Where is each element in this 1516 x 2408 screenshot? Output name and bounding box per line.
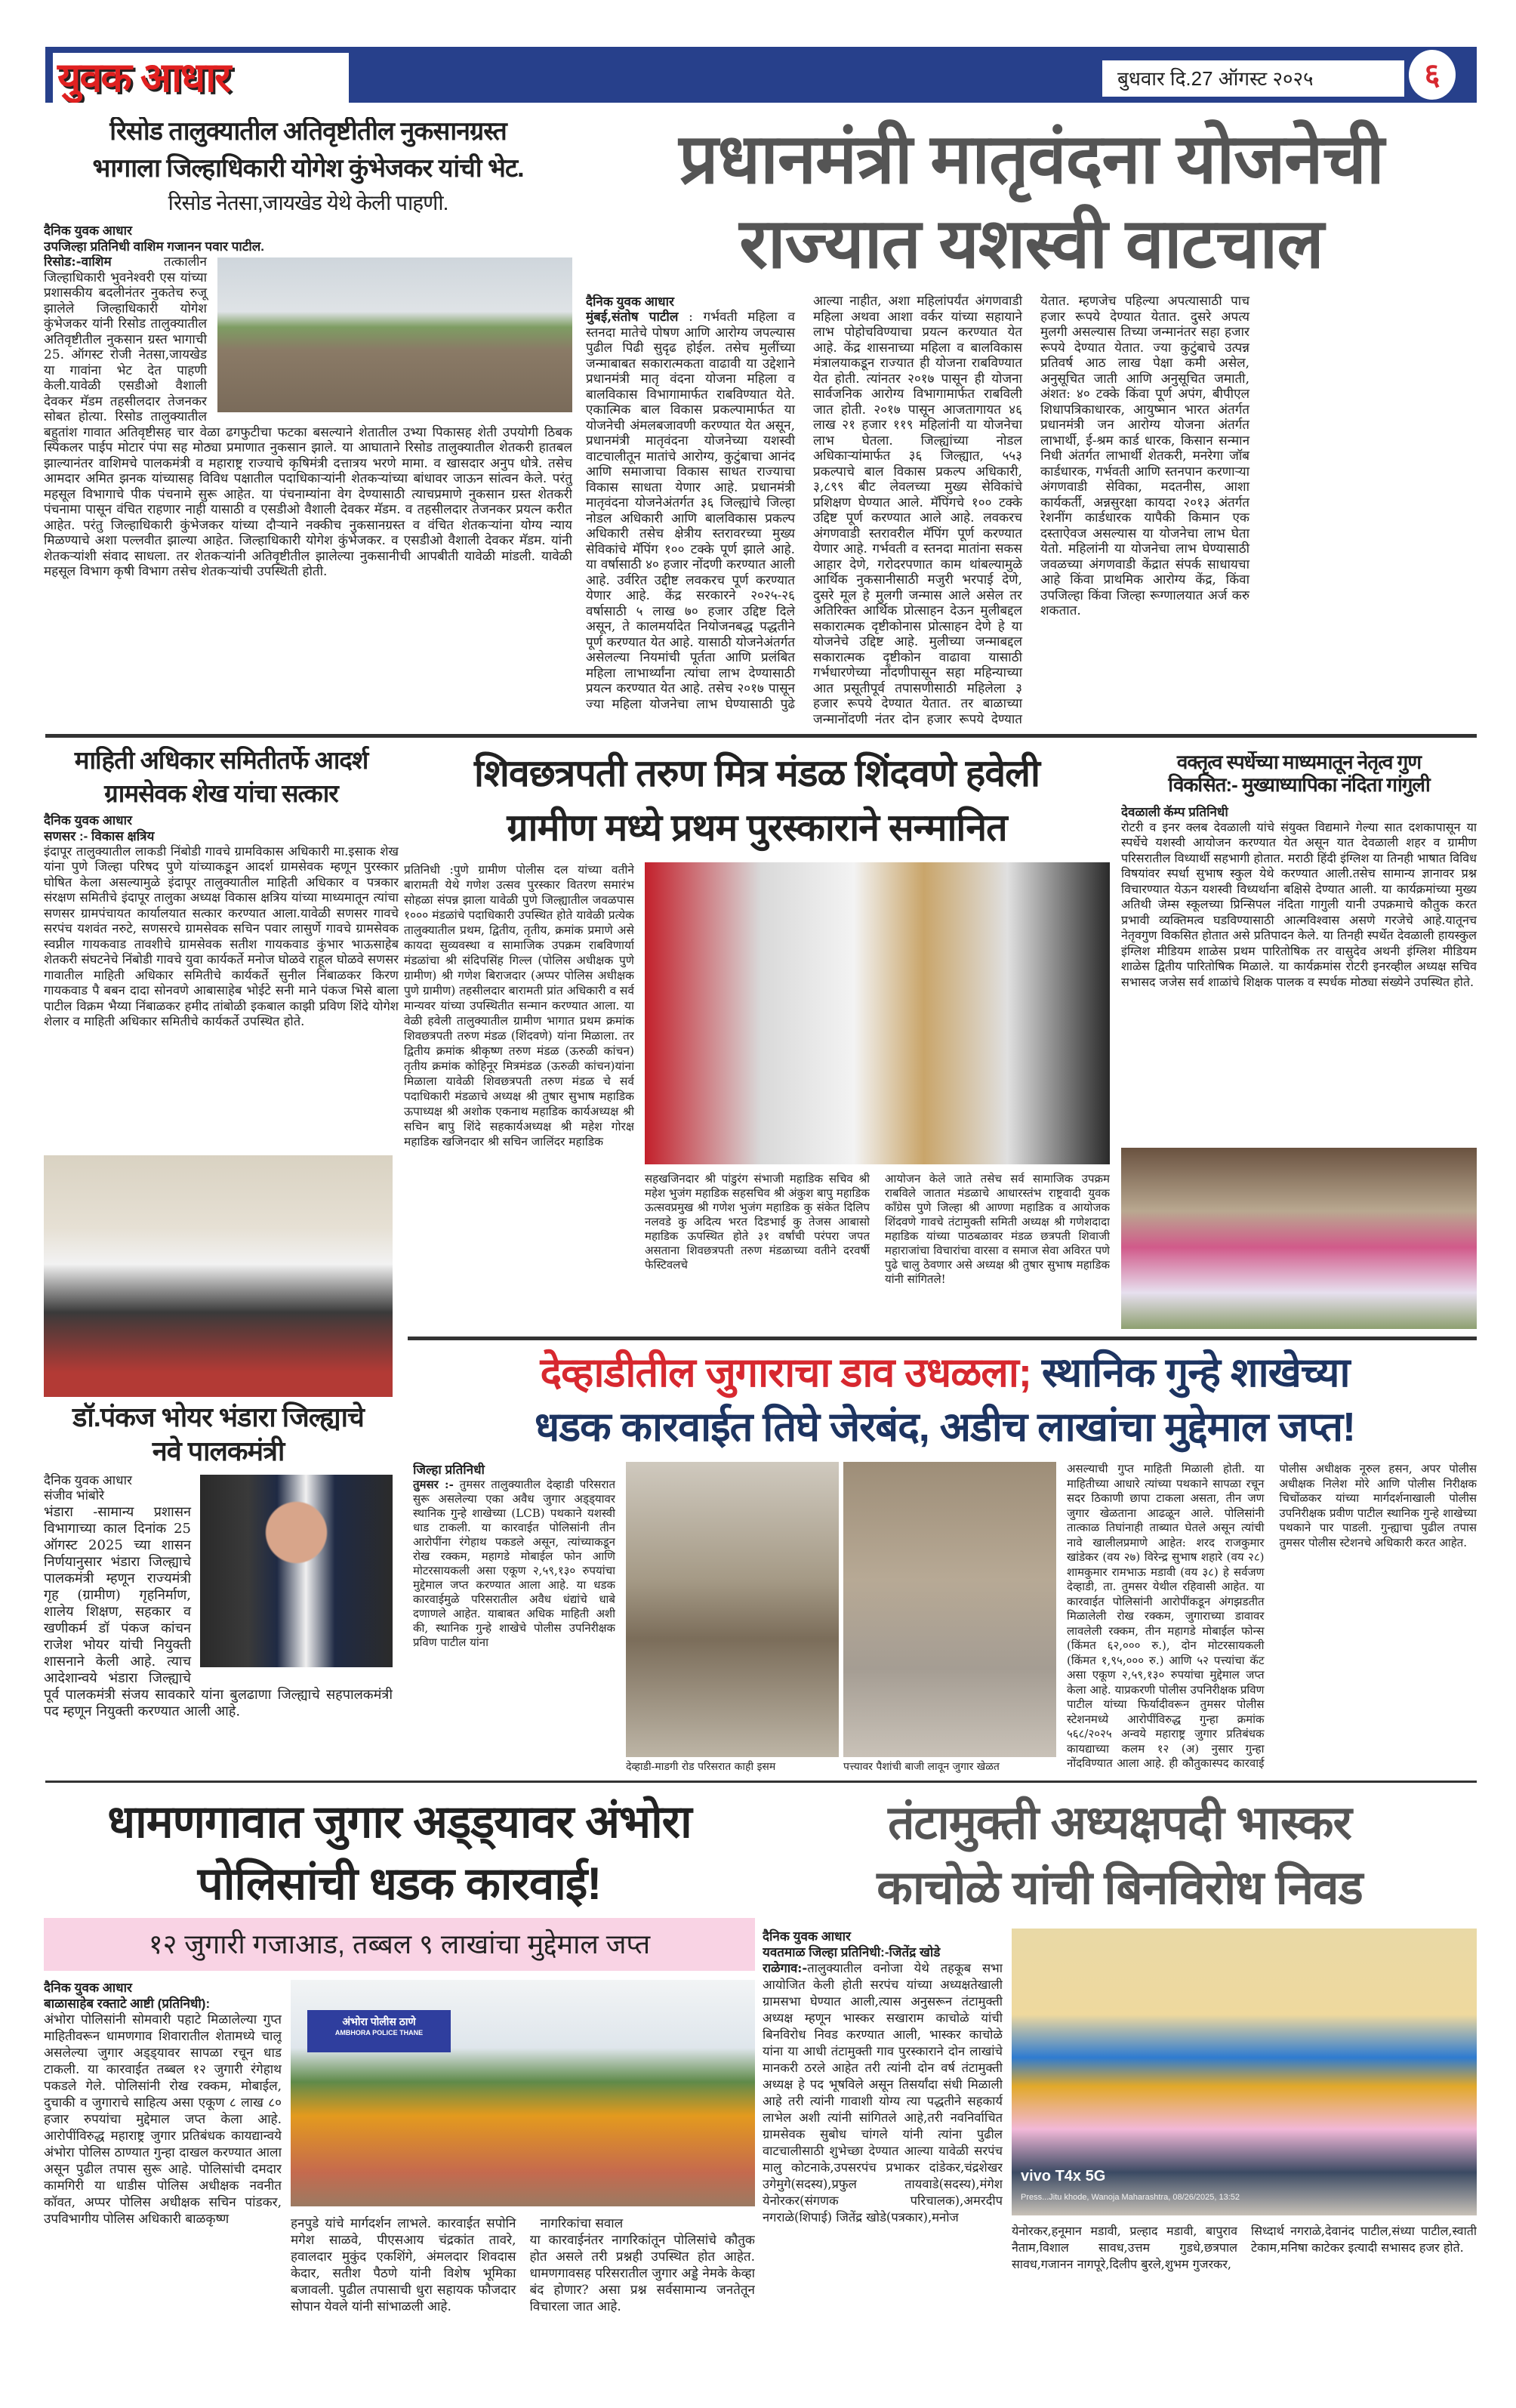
rti-story (44, 746, 399, 1397)
risod-headline (44, 117, 572, 215)
tantamukti-caption-1: येनोरकर,हनूमान मडावी, प्रल्हाद मडावी, बापुराव नैताम,विशाल सावध,उत्तम गुडधे,छत्रपाल सावध,गजानन नागपूरे,दिलीप बुरले,शुभम गुजरकर, (1012, 2224, 1237, 2271)
pankaj-article (44, 1473, 393, 1774)
dhamangaon-body: अंभोरा पोलिसांनी सोमवारी पहाटे मिळालेल्या गुप्त माहितीवरून धामणगाव शिवारातील शेतामध्ये चालू असलेल्या जुगार अड्ड्यावर सापळा रचून धाड टाकली. या कारवाईत तब्बल १२ जुगारी रंगेहाथ पकडले गेले. पोलिसांनी रोख रक्कम, मोबाईल, दुचाकी व जुगाराचे साहित्य असा एकूण ८ लाख ८० हजार रुपयांचा मुद्देमाल जप्त केला आहे. आरोपींविरुद्ध महाराष्ट्र जुगार प्रतिबंधक कायद्यान्वये अंभोरा पोलिस ठाण्यात गुन्हा दाखल करण्यात आला असून पुढील तपास सुरू आहे. पोलिसांची दमदार कामगिरी या धाडीस पोलिस अधीक्षक नवनीत कॉवत, अप्पर पोलिस अधीक्षक सचिन पांडकर, उपविभागीय पोलिस अधिकारी बाळकृष्ण (44, 2012, 282, 2227)
tantamukti-headline-line-1: तंटामुक्ती अध्यक्षपदी भास्कर (888, 1797, 1351, 1849)
matruvandana-headline (586, 117, 1477, 286)
dhamangaon-article (44, 1980, 282, 2404)
pankaj-body: भंडारा -सामान्य प्रशासन विभागाच्या काल दिनांक 25 ऑगस्ट 2025 च्या शासन निर्णयानुसार भंडारा जिल्ह्याचे पालकमंत्री म्हणून राज्यमंत्री गृह (ग्रामीण) गृहनिर्माण, शालेय शिक्षण, सहकार व खणीकर्म डॉ पंकज कांचन राजेश भोयर यांची नियुक्ती शासनाने केली आहे. त्याच आदेशान्वये भंडारा जिल्ह्याचे पूर्व पालकमंत्री संजय सावकारे यांना बुलढाणा जिल्ह्याचे सहपालकमंत्री पद म्हणून नियुक्ती करण्यात आली आहे. (44, 1503, 393, 1719)
photo-watermark-caption: Press...Jitu khode, Wanoja Maharashtra, 08/26/2025, 13:52 (1021, 2193, 1240, 2202)
tantamukti-byline: दैनिक युवक आधार (763, 1929, 851, 1944)
devhadi-content (413, 1462, 1477, 1774)
devhadi-dateline: तुमसर :- (413, 1478, 454, 1491)
devhadi-story (413, 1346, 1477, 1774)
shivchhatrapati-captions (645, 1172, 1110, 1331)
dhamangaon-subhead-box (44, 1918, 755, 1971)
matruvandana-article (586, 294, 1477, 727)
shivchhatrapati-body: प्रतिनिधी :पुणे ग्रामीण पोलीस दल यांच्या वतीने बारामती येथे गणेश उत्सव पुरस्कार वितरण समारंभ सोहळा संपन्न झाला यावेळी पुणे जिल्ह्यातील जवळपास १००० मंडळांचे पदाधिकारी उपस्थित होते यावेळी प्रत्येक तालुक्यातील प्रथम, द्वितीय, तृतीय, क्रमांक प्रमाणे असे कायदा सुव्यवस्था व सामाजिक उपक्रम राबविणार्या मंडळांचा श्री संदिपसिंह गिल्ल (पोलिस अधीक्षक पुणे ग्रामीण) श्री गणेश बिराजदार (अप्पर पोलिस अधीक्षक पुणे ग्रामीण) तहसीलदार बारामती प्रांत अधिकारी व सर्व मान्यवर यांच्या उपस्थितीत सन्मान करण्यात आला. या वेळी हवेली तालुक्यातील ग्रामीण भागात प्रथम क्रमांक शिवछत्रपती तरुण मंडळ (शिंदवणे) यांना मिळाला. तर द्वितीय क्रमांक श्रीकृष्ण तरुण मंडळ (ऊरुळी कांचन) तृतीय क्रमांक कोहिनूर मित्रमंडळ (ऊरुळी कांचन)यांना मिळाला यावेळी शिवछत्रपती तरुण मंडळ चे सर्व पदाधिकारी मंडळाचे अध्यक्ष श्री तुषार सुभाष महाडिक ऊपाध्यक्ष श्री अशोक एकनाथ महाडिक कार्यअध्यक्ष श्री सचिन बापु शिंदे सहकार्यअध्यक्ष श्री महेश गोरक्ष महाडिक खजिनदार श्री सचिन जालिंदर महाडिक (404, 863, 634, 1149)
vaktrutva-students-photo (1121, 1148, 1477, 1329)
vaktrutva-story (1121, 751, 1477, 1329)
vaktrutva-headline-line-1: वक्तृत्व स्पर्धेच्या माध्यमातून नेतृत्व गुण (1176, 751, 1422, 773)
section-divider (45, 1781, 1477, 1783)
risod-dateline: रिसोड:-वाशिम (44, 254, 112, 270)
citizens-question-title: नागरिकांचा सवाल (540, 2216, 624, 2231)
dhamangaon-byline: दैनिक युवक आधार (44, 1981, 132, 1995)
pankaj-reporter: संजीव भांबोरे (44, 1488, 105, 1503)
tantamukti-article (763, 1929, 1003, 2404)
logo (53, 53, 349, 103)
ambhora-police-station-photo (291, 1980, 755, 2206)
shivchhatrapati-content (404, 862, 1110, 1331)
shivchhatrapati-story (404, 746, 1110, 1331)
shivchhatrapati-caption-left: सहखजिनदार श्री पांडुरंग संभाजी महाडिक सचिव श्री महेश भुजंग महाडिक सहसचिव श्री अंकुश बापु महाडिक ऊत्सवप्रमुख श्री गणेश भुजंग महाडिक कु संकेत दिलिप नलवडे कु अदित्य भरत दिडभाई कु तेजस आबासो महाडिक ऊपस्थित होते ३१ वर्षांची परंपरा जपत असताना शिवछत्रपती तरुण मंडळाच्या वतीने दरवर्षी फेस्टिवलचे (645, 1172, 870, 1272)
risod-body-text: तत्कालीन जिल्हाधिकारी भुवनेश्वरी एस यांच्या प्रशासकीय बदलीनंतर नुकतेच रुजू झालेले जिल्हाधिकारी योगेश कुंभेजकर यांनी रिसोड तालुक्यातील अतिवृष्टीतील नुकसान ग्रस्त भागाची 25. ऑगस्ट रोजी नेतसा,जायखेड या गावांना भेट देत पाहणी केली.यावेळी एसडीओ वैशाली देवकर मॅडम तहसीलदार तेजनकर सोबत होत्या. रिसोड तालुक्यातील बहुतांश गावात अतिवृष्टीसह चार वेळा ढगफुटीचा फटका बसल्याने शेतातील उभ्या पिकासह शेती उपयोगी ठिबक स्पिंकलर पाईप मोटार पंपा सह मोठ्या प्रमाणात नुकसान झाले. या आघाताने रिसोड तालुक्यातील शेतकरी हातबल झाल्यानंतर वाशिमचे पालकमंत्री व महाराष्ट्र राज्याचे कृषिमंत्री दत्तात्रय भरणे मामा. व खासदार अनुप धोत्रे. तसेच आमदार अमित झनक यांच्यासह विविध पक्षातील पदाधिकाऱ्यांनी शेतकऱ्यांच्या बांधावर जाऊन सांत्वन केले. परंतु महसूल विभागाचे पीक पंचनामे सुरू आहेत. या पंचनाम्यांना वेग देण्यासाठी त्याचप्रमाणे नुकसान ग्रस्त शेतकरी पंचनामा पासून वंचित राहणार नाही यासाठी व एसडीओ वैशाली देवकर मॅडम. व तहसीलदार तेजनकर प्रयत्न करीत आहेत. परंतु जिल्हाधिकारी कुंभेजकर यांच्या दौऱ्याने नक्कीच नुकसानग्रस्त व वंचित शेतकऱ्यांना योग्य न्याय मिळण्याचे अशा पल्लवीत झाल्या आहेत. जिल्हाधिकारी योगेश कुंभेजकर. व एसडीओ वैशाली देवकर मॅडम. यांनी शेतकऱ्यांशी संवाद साधला. तर शेतकऱ्यांनी अतिवृष्टीतील झालेल्या नुकसानीची आपबीती यावेळी मांडली. यावेळी महसूल विभाग कृषी विभाग तसेच शेतकऱ्यांची उपस्थिती होती. (44, 254, 572, 580)
tantamukti-gramsabha-photo (1012, 1929, 1477, 2215)
devhadi-headline-line-1 (413, 1346, 1477, 1400)
tantamukti-headline (763, 1791, 1477, 1921)
issue-date: बुधवार दि.27 ऑगस्ट २०२५ (1117, 67, 1314, 90)
devhadi-headline-red: देव्हाडीतील जुगाराचा डाव उधळला; (540, 1350, 1031, 1395)
dhamangaon-lower-columns (291, 2215, 755, 2404)
section-divider (45, 734, 1477, 738)
matruvandana-reporter: मुंबई,संतोष पाटील (586, 310, 679, 325)
risod-field-visit-photo (217, 257, 572, 412)
devhadi-photo-block (626, 1462, 1056, 1774)
risod-headline-line-2: भागाला जिल्हाधिकारी योगेश कुंभेजकर यांची भेट. (92, 154, 524, 183)
section-divider (408, 1337, 1477, 1340)
pankaj-byline-paper: दैनिक युवक आधार (44, 1472, 132, 1488)
tantamukti-content (763, 1929, 1477, 2404)
tantamukti-reporter: यवतमाळ जिल्हा प्रतिनिधी:-जितेंद्र खोडे (763, 1945, 941, 1959)
devhadi-body-1 (413, 1478, 615, 1774)
risod-reporter: उपजिल्हा प्रतिनिधी वाशिम गजानन पवार पाटील. (44, 239, 265, 254)
risod-headline-line-1: रिसोड तालुक्यातील अतिवृष्टीतील नुकसानग्रस्त (109, 117, 507, 146)
page-number-badge (1409, 50, 1456, 100)
dhamangaon-headline-line-2: पोलिसांची धडक कारवाई! (197, 1858, 602, 1909)
tantamukti-story (763, 1791, 1477, 2404)
sign-text-marathi: अंभोरा पोलीस ठाणे (342, 2015, 416, 2027)
dhamangaon-content (44, 1980, 755, 2404)
shivchhatrapati-photo-block (645, 862, 1110, 1331)
shivchhatrapati-award-photo (645, 862, 1110, 1164)
risod-subhead: रिसोड नेतसा,जायखेड येथे केली पाहणी. (168, 191, 448, 215)
devhadi-body-1-text: तुमसर तालुक्यातील देव्हाडी परिसरात सुरू असलेल्या एका अवैध जुगार अड्ड्यावर स्थानिक गुन्हे शाखेच्या (LCB) पथकाने यशस्वी धाड टाकली. या कारवाईत पोलिसांनी तीन आरोपींना रंगेहाथ पकडले असून, त्यांच्याकडून रोख रक्कम, महागडे मोबाईल फोन आणि मोटरसायकली असा एकूण २,५९,१३० रुपयांचा मुद्देमाल जप्त करण्यात आला आहे. या धडक कारवाईमुळे परिसरातील अवैध धंद्यांचे धाबे दणाणले आहेत. याबाबत अधिक माहिती अशी की, स्थानिक गुन्हे शाखेचे पोलीस उपनिरीक्षक प्रविण पाटील यांना (413, 1478, 615, 1649)
matruvandana-story (586, 117, 1477, 727)
shivchhatrapati-caption-right: आयोजन केले जाते तसेच सर्व सामाजिक उपक्रम राबविले जातात मंडळाचे आधारस्तंभ राष्ट्रवादी युवक कॉंग्रेस पुणे जिल्हा श्री आण्णा महाडिक व आयोजक शिंदवणे गावचे तंटामुक्ती समिती अध्यक्ष श्री गणेशदादा महाडिक यांच्या पाठबळावर मंडळ छत्रपती शिवाजी महाराजांचा विचारांचा वारसा व समाज सेवा अविरत पणे पुढे चालु ठेवणार असे अध्यक्ष श्री तुषार सुभाष महाडिक यांनी सांगितले! (885, 1172, 1110, 1286)
devhadi-caption-1: देव्हाडी-माडगी रोड परिसरात काही इसम (626, 1761, 776, 1773)
vaktrutva-body: रोटरी व इनर क्लब देवळाली यांचे संयुक्त विद्यमाने गेल्या सात दशकापासून या स्पर्धेचे यशस्वी आयोजन करण्यात येत असून यात देवळाली शहर व ग्रामीण परिसरातील विध्यार्थी सहभागी होतात. मराठी हिंदी इंग्लिश या तिनही भाषात विविध विषयांवर स्पर्धा सुभाष स्कुल येथे करण्यात आली.तसेच सामान्य ज्ञानावर प्रश्न विचारण्यात येऊन यशस्वी विध्यर्थाना बक्षिसे देण्यात आली. या कार्यक्रमांच्या मुख्य अतिथी जेम्स स्कूलच्या प्रिन्सिपल नंदिता गागुली यानी उपक्रमाचे कौतुक करत प्रभावी व्यक्तिमत्व घडविण्यासाठी आत्मविश्वास असणे गरजेचे आहे.यातूनच नेतृवगुण विकसित होतात असे प्रतिपादन केले. या तिनही स्पर्थेत देवळाली हायस्कुल इंग्लिश मीडियम शाळेस प्रथम पारितोषिक तर वासुदेव अथनी इंग्लिश मीडियम शाळेस द्वितीय पारितोषिक मिळाले. या कार्यक्रमांस रोटरी इनरव्हील अध्यक्ष सचिव सभासद जजेस सर्व शाळांचे शिक्षक पालक व स्पर्धक मोठ्या संख्येने उपस्थित होते. (1121, 819, 1477, 989)
matruvandana-headline-line-1: प्रधानमंत्री मातृवंदना योजनेची (679, 121, 1384, 198)
vaktrutva-byline: देवळाली कॅम्प प्रतिनिधी (1121, 804, 1228, 819)
risod-body (44, 254, 572, 727)
rti-felicitation-photo (44, 1155, 393, 1397)
tantamukti-caption-2: सिध्दार्थ नगराळे,देवानंद पाटील,संध्या पाटील,स्वाती टेकाम,मनिषा काटेकर इत्यादी सभासद हजर होते. (1251, 2224, 1477, 2255)
shivchhatrapati-headline-line-2: ग्रामीण मध्ये प्रथम पुरस्काराने सन्मानित (507, 806, 1007, 849)
tantamukti-body (763, 1960, 1003, 2404)
logo-text: युवक आधार (57, 55, 230, 100)
devhadi-headline (413, 1346, 1477, 1454)
dhamangaon-subhead: १२ जुगारी गजाआड, तब्बल ९ लाखांचा मुद्देमाल जप्त (148, 1929, 651, 1959)
devhadi-byline: जिल्हा प्रतिनिधी (413, 1463, 485, 1477)
masthead (45, 47, 1477, 103)
tantamukti-body-text: तालुक्यातील वनोजा येथे तहकूब सभा आयोजित केली होती सरपंच यांच्या अध्यक्षतेखाली ग्रामसभा घेण्यात आली,त्यास अनुसरून तंटामुक्ती अध्यक्ष म्हणून भास्कर सखाराम काचोळे यांची बिनविरोध निवड करण्यात आली, भास्कर काचोळे यांना या आधी तंटामुक्ती गाव पुरस्काराने दोन लाखांचे मानकरी ठरले आहेत तरी त्यांनी दोन वर्ष तंटामुक्ती अध्यक्ष हे पद भूषविले असून तिसर्यांदा संधी मिळाली आहे तरी त्यांनी गावाशी योग्य त्या पद्धतीने सहकार्य लाभेल अशी त्यांनी सांगितले आहे,तरी नवनिर्वाचित ग्रामसेवक सुबोध चांगले यांनी त्यांना पुढील वाटचालीसाठी शुभेच्छा देण्यात आल्या यावेळी सरपंच मालु कोटनाके,उपसरपंच प्रभाकर दांडेकर,चंद्रशेखर उगेमुगे(सदस्य),प्रफुल तायवाडे(सदस्य),मंगेश येनोरकर(संगणक परिचालक),अमरदीप नगराळे(शिपाई) जितेंद्र खोडे(पत्रकार),मनोज (763, 1961, 1003, 2225)
tantamukti-captions (1012, 2223, 1477, 2404)
devhadi-body-2: असल्याची गुप्त माहिती मिळाली होती. या माहितीच्या आधारे त्यांच्या पथकाने सापळा रचून सदर ठिकाणी छापा टाकला असता, तीन जण जुगार खेळताना आढळून आले. पोलिसांनी तात्काळ तिघांनाही ताब्यात घेतले असून त्यांची नावे खालीलप्रमाणे आहेत: शरद राजकुमार खांडेकर (वय २७) विरेन्द्र सुभाष शहारे (वय २८) शामकुमार रामभाऊ मडावी (वय ३८) हे सर्वजण देव्हाडी, ता. तुमसर येथील रहिवासी आहेत. या कारवाईत पोलिसांनी आरोपींकडून अंगझडतीत मिळालेली रोख रक्कम, जुगाराच्या डावावर लावलेली रक्कम, तीन महागडे मोबाईल फोन्स (किंमत ६२,००० रु.), दोन मोटरसायकली (किंमत १,९५,००० रु.) आणि ५२ पत्त्यांचा कॅट असा एकूण २,५९,१३० रुपयांचा मुद्देमाल जप्त केला आहे. याप्रकरणी पोलीस उपनिरीक्षक प्रविण पाटील यांच्या फिर्यादीवरून तुमसर पोलीस स्टेशनमध्ये आरोपींविरुद्ध गुन्हा क्रमांक ५६८/२०२५ अन्वये महाराष्ट्र जुगार प्रतिबंधक कायद्याच्या कलम १२ (अ) नुसार गुन्हा नोंदविण्यात आला आहे. ही कौतुकास्पद कारवाई पोलीस अधीक्षक नूरुल हसन, अपर पोलीस अधीक्षक निलेश मोरे आणि पोलीस निरीक्षक चिचोंळकर यांच्या मार्गदर्शनाखाली पोलीस उपनिरीक्षक प्रवीण पाटील स्थानिक गुन्हे शाखेच्या पथकाने पार पाडली. गुन्ह्याचा पुढील तपास तुमसर पोलीस स्टेशनचे अधिकारी करत आहेत. (1067, 1462, 1477, 1770)
dhamangaon-headline (44, 1791, 755, 1915)
sign-text-english: AMBHORA POLICE THANE (334, 2029, 424, 2036)
devhadi-article-col1 (413, 1462, 615, 1774)
rti-reporter: सणसर :- विकास क्षत्रिय (44, 828, 155, 843)
pankaj-bhoyar-portrait (200, 1475, 393, 1667)
matruvandana-body-text: : गर्भवती महिला व स्तनदा मातेचे पोषण आणि आरोग्य जपल्यास पुढील पिढी सुदृढ होईल. तसेच मुलींच्या जन्माबाबत सकारात्मकता वाढावी या उद्देशाने प्रधानमंत्री मातृ वंदना योजना महिला व बालविकास विभागामार्फत राबविण्यात येते. एकात्मिक बाल विकास प्रकल्पामार्फत या योजनेची अंमलबजावणी करण्यात येत असून, प्रधानमंत्री मातृवंदना योजनेच्या यशस्वी वाटचालीतून मातांचे आरोग्य, कुटुंबाचा आनंद आणि समाजाचा विकास साधत राज्याचा विकास साधता येणार आहे. प्रधानमंत्री मातृवंदना योजनेअंतर्गत ३६ जिल्ह्यांचे जिल्हा नोडल अधिकारी आणि बालविकास प्रकल्प अधिकारी तसेच क्षेत्रीय स्तरावरच्या मुख्य सेविकांचे मॅपिंग १०० टक्के पूर्ण झाले आहे. या वर्षासाठी ४० हजार नोंदणी करण्यात आली आहे. उर्वरित उद्दीष्ट लवकरच पूर्ण करण्यात येणार आहे. केंद्र सरकारने २०२५-२६ वर्षासाठी ५ लाख ७० हजार उद्दिष्ट दिले असून, ते कालमर्यादेत नियोजनबद्ध पद्धतीने पूर्ण करण्यात येत आहे. यासाठी योजनेअंतर्गत असेलल्या नियमांची पूर्तता आणि प्रलंबित महिला लाभार्थ्यांना त्यांचा लाभ देण्यासाठी प्रयत्न करण्यात येत आहे. तसेच २०१७ पासून ज्या महिला योजनेचा लाभ घेण्यासाठी पुढे आल्या नाहीत, अशा महिलांपर्यंत अंगणवाडी महिला अथवा आशा वर्कर यांच्या सहायाने लाभ पोहोचविण्याचा प्रयत्न करण्यात येत आहे. केंद्र शासनाच्या महिला व बालविकास मंत्रालयाकडून राज्यात ही योजना राबविण्यात येत होती. त्यांनतर २०१७ पासून ही योजना सार्वजनिक आरोग्य विभागामार्फत राबविली जात होती. २०१७ पासून आजतागायत ४६ लाख २१ हजार ११९ महिलांनी या योजनेचा लाभ घेतला. जिल्ह्यांच्या नोडल अधिकाऱ्यांमार्फत ३६ जिल्ह्यात, ५५३ प्रकल्पाचे बाल विकास प्रकल्प अधिकारी, ३,८९९ बीट लेवलच्या मुख्य सेविकांचे प्रशिक्षण घेण्यात आले. मॅपिंगचे १०० टक्के उद्दिष्ट पूर्ण करण्यात आले आहे. लवकरच अंगणवाडी स्तरावरील मॅपिंग पूर्ण करण्यात येणार आहे. गर्भवती व स्तनदा मातांना सकस आहार देणे, गरोदरपणात काम थांबल्यामुळे आर्थिक नुकसानीसाठी मजुरी भरपाई देणे, दुसरे मूल हे मुलगी जन्मास आले असेल तर अतिरिक्त आर्थिक प्रोत्साहन देऊन मुलीबद्दल सकारात्मक दृष्टीकोनास प्रोत्साहन देणे हे या योजनेचे उद्दिष्ट आहे. मुलीच्या जन्माबद्दल सकारात्मक दृष्टीकोन वाढावा यासाठी गर्भधारणेच्या नोंदणीपासून सहा महिन्याच्या आत प्रसूतीपूर्व तपासणीसाठी महिलेला ३ हजार रूपये देण्यात येतात. तर बाळाच्या जन्मानोंदणी नंतर दोन हजार रूपये देण्यात येतात. म्हणजेच पहिल्या अपत्यासाठी पाच हजार रूपये देण्यात येतात. दुसरे अपत्य मुलगी असल्यास तिच्या जन्मानंतर सहा हजार रूपये देण्यात येतात. ज्या कुटुंबाचे उत्पन्न प्रतिवर्ष आठ लाख पेक्षा कमी असेल, अनुसूचित जाती आणि अनुसूचित जमाती, अंशत: ४० टक्के किंवा पूर्ण अपंग, बीपीएल शिधापत्रिकाधारक, आयुष्मान भारत अंतर्गत प्रधानमंत्री जन आरोग्य योजना अंतर्गत लाभार्थी, ई-श्रम कार्ड धारक, किसान सन्मान निधी अंतर्गत लाभार्थी शेतकरी, मनरेगा जॉब कार्डधारक, गर्भवती आणि स्तनपान करणाऱ्या अंगणवाडी सेविका, मदतनीस, आशा कार्यकर्ती, अन्नसुरक्षा कायदा २०१३ अंतर्गत रेशनींग कार्डधारक यापैकी किमान एक दस्ताऐवज असल्यास या योजनेचा लाभ घेता येतो. महिलांनी या योजनेचा लाभ घेण्यासाठी जवळच्या अंगणवाडी केंद्रात संपर्क साधायचा आहे किंवा प्राथमिक आरोग्य केंद्र, किंवा उपजिल्हा किंवा जिल्हा रूग्णालयात अर्ज करु शकतात. (586, 294, 1249, 727)
dhamangaon-photo-block (291, 1980, 755, 2404)
dhamangaon-reporter: बाळासाहेब रक्ताटे आष्टी (प्रतिनिधी): (44, 1996, 211, 2011)
devhadi-headline-line-2: धडक कारवाईत तिघे जेरबंद, अडीच लाखांचा मुद्देमाल जप्त! (534, 1404, 1356, 1450)
rti-headline-line-1: माहिती अधिकार समितीतर्फे आदर्श (74, 746, 368, 774)
vaktrutva-headline (1121, 751, 1477, 797)
tantamukti-headline-line-2: काचोळे यांची बिनविरोध निवड (877, 1862, 1363, 1914)
devhadi-photos (626, 1462, 1056, 1757)
photo-watermark-device: vivo T4x 5G (1021, 2168, 1106, 2184)
citizens-question-body: या कारवाईनंतर नागरिकांतून पोलिसांचे कौतुक होत असले तरी प्रश्नही उपस्थित होत आहेत. धामणगावसह परिसरातील जुगार अड्डे नेमके केव्हा बंद होणार? असा प्रश्न सर्वसामान्य जनतेतून विचारला जात आहे. (529, 2233, 755, 2314)
matruvandana-body (586, 294, 1249, 727)
rti-body: इंदापूर तालुक्यातील लाकडी निंबोडी गावचे ग्रामविकास अधिकारी मा.इसाक शेख यांना पुणे जिल्हा परिषद पुणे यांच्याकडून आदर्श ग्रामसेवक म्हणून पुरस्कार घोषित केला असल्यामुळे इंदापूर तालुक्यातील माहिती अधिकार व पत्रकार संरक्षण समितीचे इंदापूर तालुका अध्यक्ष विकास क्षत्रिय यांच्या माध्यमातून त्यांचा सणसर ग्रामपंचायत कार्यालयात सत्कार करण्यात आला.यावेळी सणसर गावचे सरपंच यशवंत नरुटे, सणसरचे ग्रामसेवक सचिन पवार लासुर्णे गावचे ग्रामसेवक स्वप्नील गायकवाड तावशीचे ग्रामसेवक सतीश गायकवाड कुंभार भाऊसाहेब शेतकरी संघटनेचे निंबोडी गावचे युवा कार्यकर्ते मनोज घोळवे राहूल घोळवे सणसर गावातील माहिती अधिकार समितीचे कार्यकर्ते सुनील निंबाळकर किरण गायकवाड पै बबन दादा सोनवणे आबासाहेब भोईटे सनी माने पंकज भिसे बाला पाटील विक्रम भैय्या निंबाळकर हमीद तांबोळी इकबाल काझी प्रविण शिंदे योगेश शेलार व माहिती अधिकार समितीचे कार्यकर्ते उपस्थित होते. (44, 843, 399, 1029)
shivchhatrapati-headline (404, 746, 1110, 855)
dhamangaon-body-2: हनपुडे यांचे मार्गदर्शन लाभले. कारवाईत सपोनि मगेश साळवे, पीएसआय चंद्रकांत तावरे, हवालदार मुकुंद एकशिंगे, अंमलदार शिवदास केदार, सतीश पैठणे यांनी विशेष भूमिका बजावली. पुढील तपासाची धुरा सहायक फौजदार सोपान येवले यांनी सांभाळली आहे. (291, 2216, 516, 2314)
devhadi-gambling-photo (843, 1462, 1056, 1757)
rti-headline (44, 746, 399, 808)
dhamangaon-story (44, 1791, 755, 2404)
pankaj-headline-line-1: डॉ.पंकज भोयर भंडारा जिल्ह्याचे (72, 1401, 364, 1432)
dhamangaon-citizens-question (530, 2215, 756, 2404)
matruvandana-byline: दैनिक युवक आधार (586, 294, 674, 309)
devhadi-captions (626, 1760, 1056, 1774)
police-station-sign (307, 2010, 451, 2052)
pankaj-headline (44, 1401, 393, 1467)
dhamangaon-headline-line-1: धामणगावात जुगार अड्ड्यावर अंभोरा (107, 1796, 692, 1847)
page-number: ६ (1424, 58, 1441, 91)
devhadi-caption-2: पत्त्यावर पैशांची बाजी लावून जुगार खेळत (843, 1761, 1000, 1773)
date-box (1102, 60, 1404, 97)
tantamukti-photo-block (1012, 1929, 1477, 2404)
rti-byline: दैनिक युवक आधार (44, 812, 132, 828)
rti-headline-line-2: ग्रामसेवक शेख यांचा सत्कार (104, 779, 338, 807)
pankaj-story (44, 1401, 393, 1774)
devhadi-headline-blue: स्थानिक गुन्हे शाखेच्या (1041, 1350, 1350, 1395)
vaktrutva-headline-line-2: विकसित:- मुख्याध्यापिका नंदिता गांगुली (1168, 772, 1430, 796)
tantamukti-dateline: राळेगाव:- (763, 1961, 808, 1975)
matruvandana-headline-line-2: राज्यात यशस्वी वाटचाल (739, 205, 1323, 282)
devhadi-police-photo (626, 1462, 839, 1757)
risod-byline: दैनिक युवक आधार (44, 224, 132, 239)
risod-story (44, 117, 572, 727)
pankaj-headline-line-2: नवे पालकमंत्री (152, 1435, 285, 1467)
shivchhatrapati-headline-line-1: शिवछत्रपती तरुण मित्र मंडळ शिंदवणे हवेली (473, 752, 1040, 794)
